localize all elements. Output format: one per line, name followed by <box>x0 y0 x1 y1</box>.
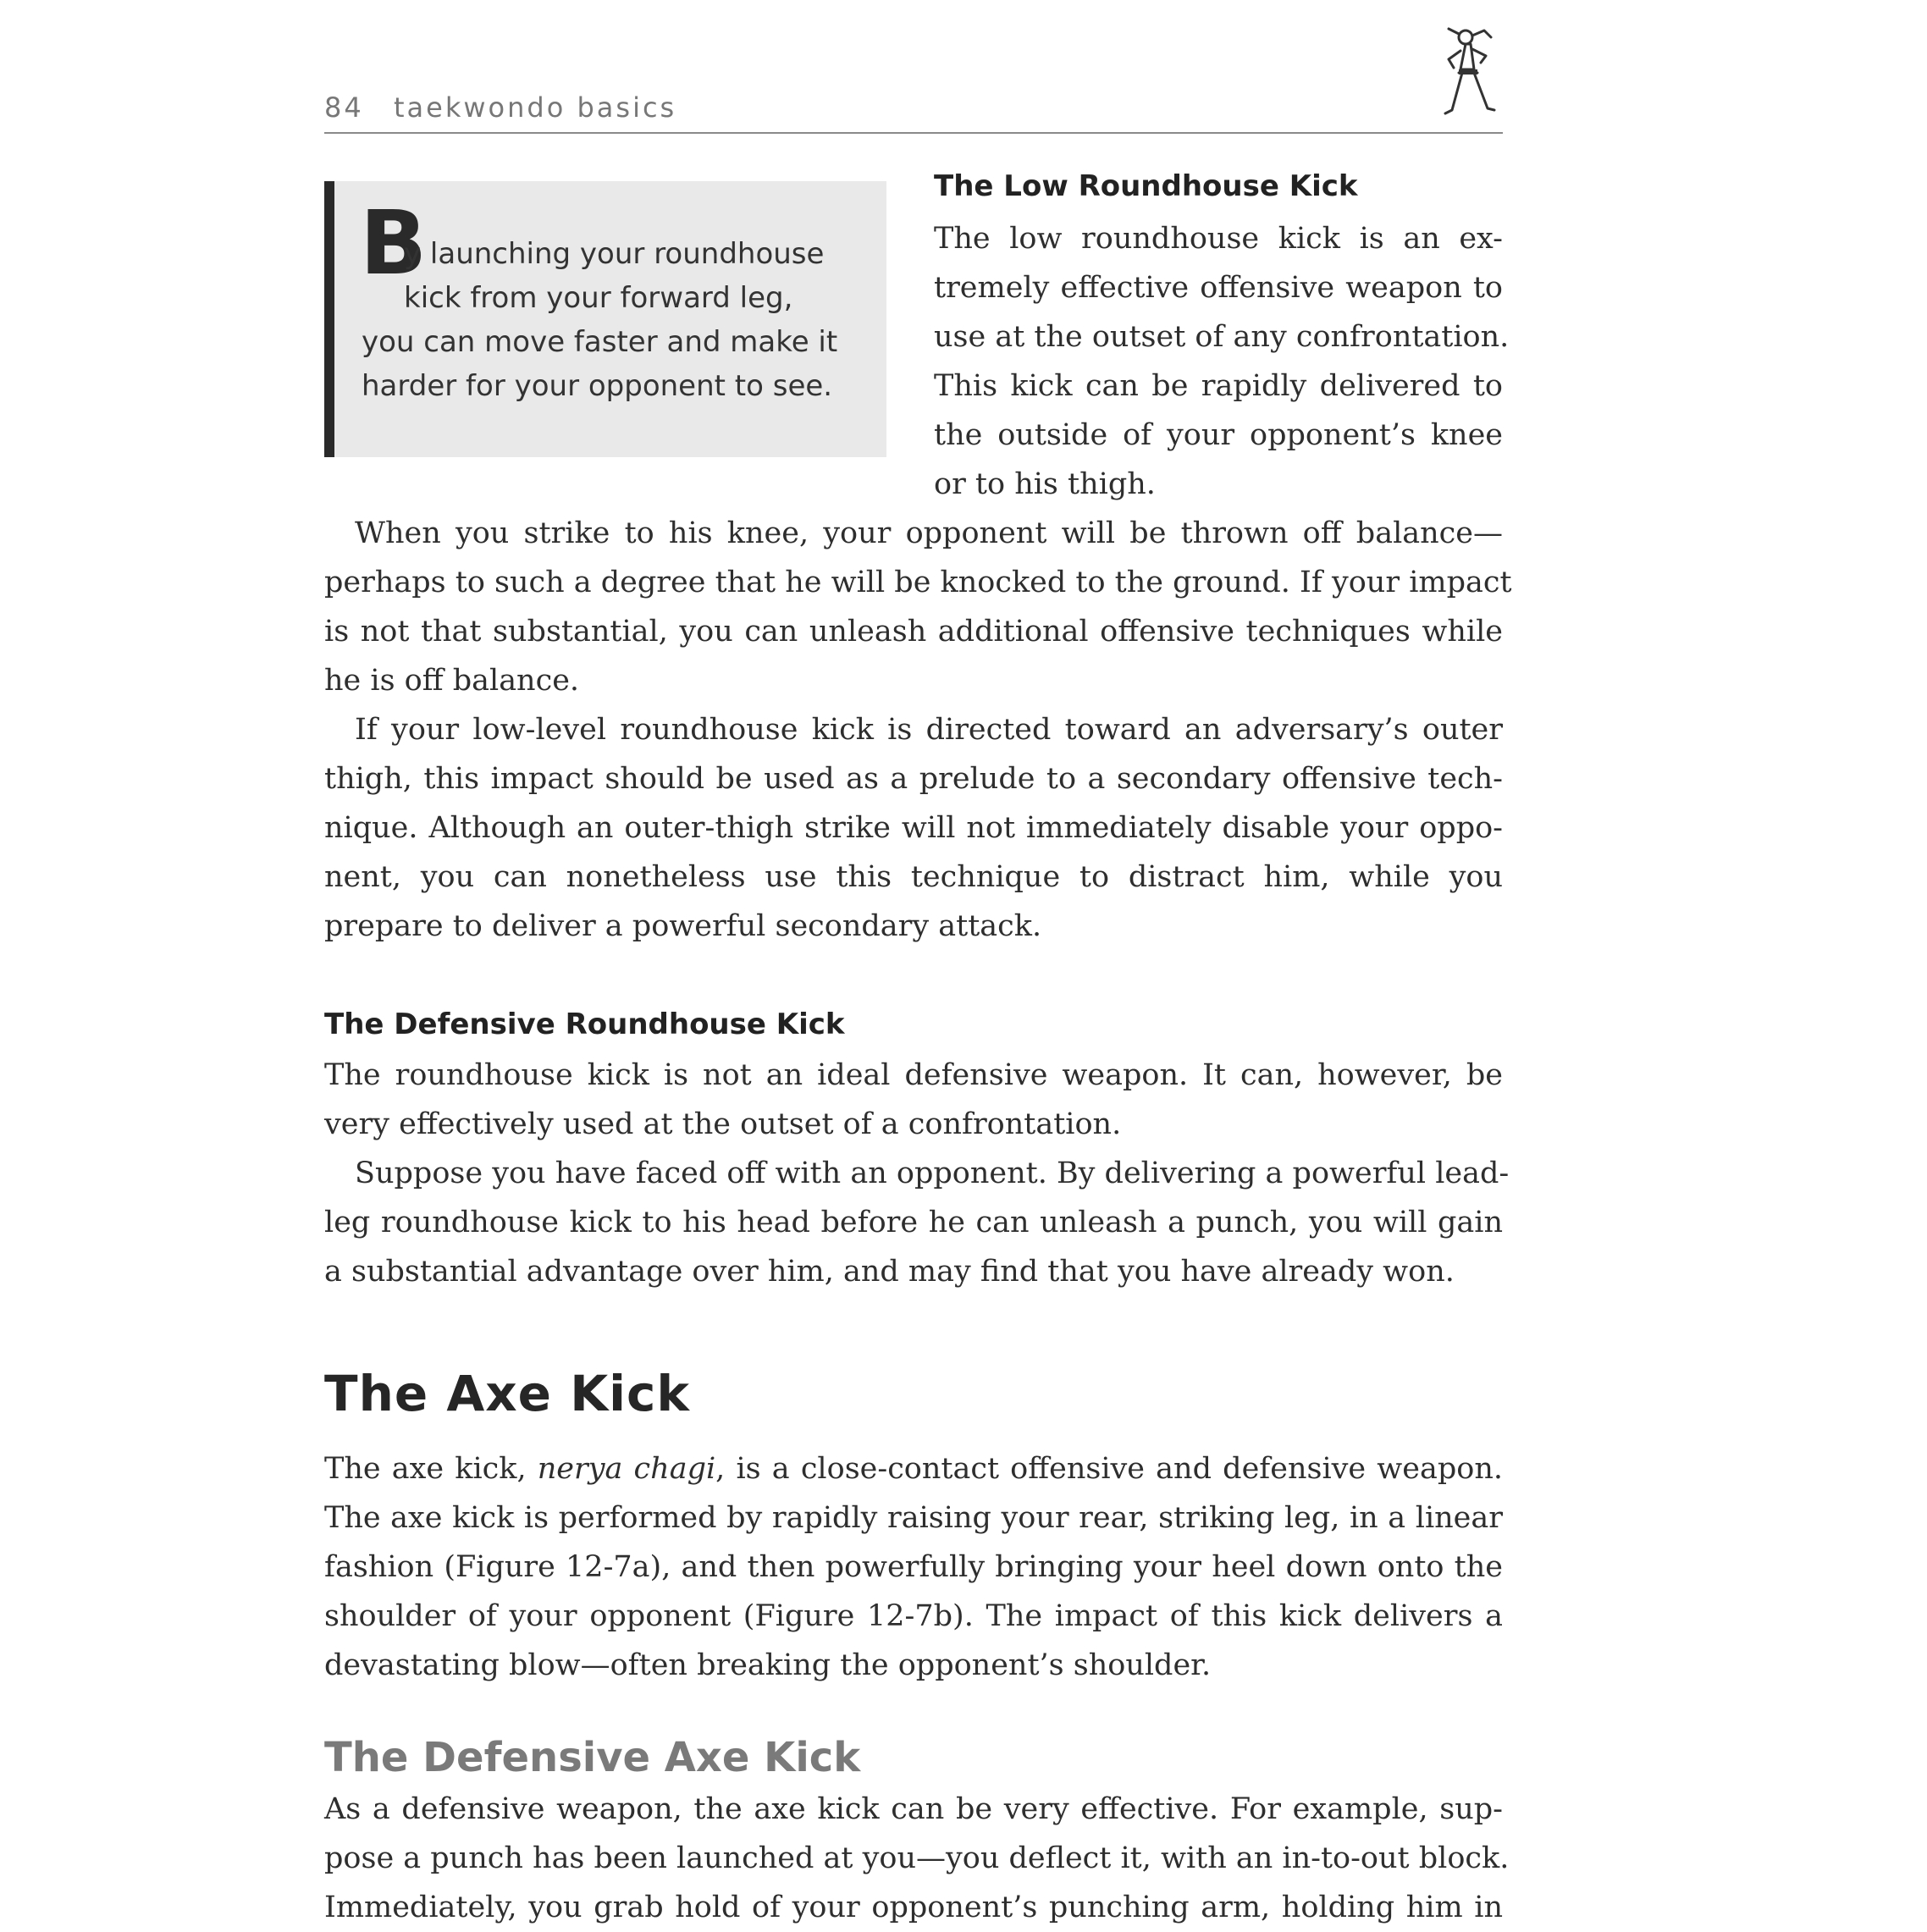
body-text-line: nent, you can nonetheless use this technique to distract him, while you <box>324 860 1503 894</box>
column-text-line: The low roundhouse kick is an ex- <box>934 222 1503 256</box>
text-span: , is a close-contact offensive and defensive weapon. <box>715 1452 1503 1486</box>
body-text-line: is not that substantial, you can unleash additional offensive techniques while <box>324 615 1503 649</box>
italic-term: nerya chagi <box>537 1452 716 1486</box>
pull-quote-drop-cap: B <box>360 191 428 295</box>
text-span: The axe kick, <box>324 1452 538 1486</box>
body-text-line: Suppose you have faced off with an opponent. By delivering a powerful lead- <box>355 1156 1510 1190</box>
taekwondo-figure-icon <box>1440 25 1499 125</box>
body-text-line: The roundhouse kick is not an ideal defensive weapon. It can, however, be <box>324 1058 1503 1092</box>
pull-quote <box>324 181 886 457</box>
body-text-line: a substantial advantage over him, and may find that you have already won. <box>324 1255 1455 1289</box>
body-text-line <box>324 1444 1503 1493</box>
body-text-line: shoulder of your opponent (Figure 12-7b). The impact of this kick delivers a <box>324 1599 1503 1633</box>
body-text-line: nique. Although an outer-thigh strike will not immediately disable your oppo- <box>324 811 1503 845</box>
pull-quote-line: harder for your opponent to see. <box>362 369 833 403</box>
column-text-line: This kick can be rapidly delivered to <box>934 369 1503 403</box>
axe-kick-heading: The Axe Kick <box>324 1365 690 1422</box>
body-text-line: perhaps to such a degree that he will be knocked to the ground. If your impact <box>324 566 1512 599</box>
column-text-line: the outside of your opponent’s knee <box>934 418 1503 452</box>
body-text-line: thigh, this impact should be used as a prelude to a secondary offensive tech- <box>324 762 1503 796</box>
low-roundhouse-heading: The Low Roundhouse Kick <box>934 169 1358 203</box>
column-text-line: or to his thigh. <box>934 467 1156 501</box>
body-text-line: Immediately, you grab hold of your opponent’s punching arm, holding him in <box>324 1891 1503 1924</box>
defensive-axe-heading: The Defensive Axe Kick <box>324 1734 861 1781</box>
body-text-line: If your low-level roundhouse kick is directed toward an adversary’s outer <box>355 713 1503 747</box>
body-text-line: very effectively used at the outset of a confrontation. <box>324 1107 1122 1141</box>
column-text-line: use at the outset of any confrontation. <box>934 320 1510 354</box>
body-text-line: he is off balance. <box>324 664 580 698</box>
body-text-line: The axe kick is performed by rapidly raising your rear, striking leg, in a linear <box>324 1501 1503 1535</box>
column-text-line: tremely effective offensive weapon to <box>934 271 1503 305</box>
page-number: 84 <box>324 91 364 124</box>
pull-quote-line: y launching your roundhouse <box>404 237 825 271</box>
body-text-line: pose a punch has been launched at you—you deflect it, with an in-to-out block. <box>324 1841 1510 1875</box>
book-page <box>324 0 1512 1927</box>
defensive-roundhouse-heading: The Defensive Roundhouse Kick <box>324 1007 845 1041</box>
body-text-line: leg roundhouse kick to his head before he can unleash a punch, you will gain <box>324 1206 1503 1239</box>
running-title: taekwondo basics <box>394 91 677 124</box>
body-text-line: When you strike to his knee, your opponent will be thrown off balance— <box>355 516 1503 550</box>
pull-quote-line: you can move faster and make it <box>362 325 838 359</box>
running-header <box>324 88 1503 134</box>
body-text-line: fashion (Figure 12-7a), and then powerfully bringing your heel down onto the <box>324 1550 1503 1584</box>
pull-quote-line: kick from your forward leg, <box>404 281 793 315</box>
body-text-line: As a defensive weapon, the axe kick can be very effective. For example, sup- <box>324 1792 1503 1826</box>
body-text-line: prepare to deliver a powerful secondary attack. <box>324 909 1042 943</box>
body-text-line: devastating blow—often breaking the opponent’s shoulder. <box>324 1648 1212 1682</box>
